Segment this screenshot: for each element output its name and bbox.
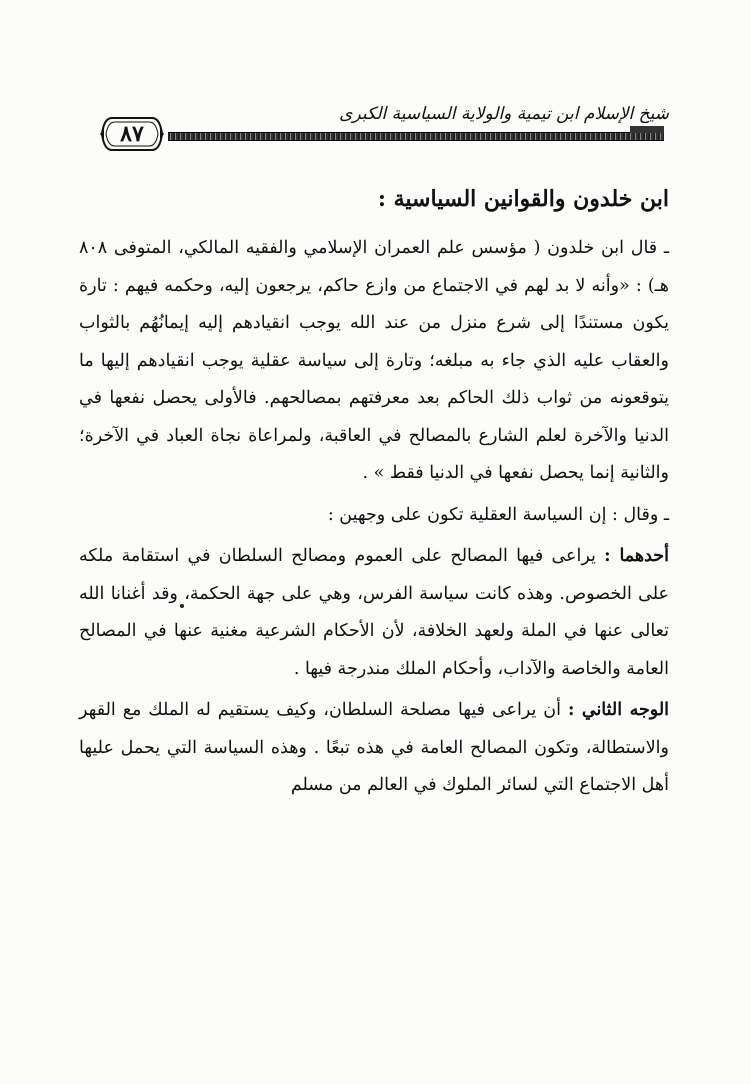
paragraph-ibn-khaldun-quote	[79, 230, 669, 493]
paragraph-lead: الوجه الثاني :	[567, 700, 670, 720]
scan-speck	[180, 604, 184, 608]
paragraph-first-aspect	[79, 538, 669, 688]
page-number-badge	[98, 112, 166, 156]
paragraph-second-aspect	[79, 692, 669, 805]
header-rule	[168, 132, 664, 141]
paragraph-lead: أحدهما :	[604, 546, 669, 566]
paragraph-text: أن يراعى فيها مصلحة السلطان، وكيف يستقيم له الملك مع القهر والاستطالة، وتكون المصالح العامة في هذه تبعًا . وهذه السياسة التي يحمل عليها أهل الاجتماع التي لسائر الملوك في العالم من مسلم	[79, 700, 669, 795]
paragraph-two-aspects	[79, 497, 669, 535]
paragraph-text: ـ وقال : إن السياسة العقلية تكون على وجهين :	[327, 504, 669, 525]
header-rule-ornament	[630, 126, 664, 133]
running-title: شيخ الإسلام ابن تيمية والولاية السياسية الكبرى	[339, 104, 669, 124]
paragraph-text: يراعى فيها المصالح على العموم ومصالح السلطان في استقامة ملكه على الخصوص. وهذه كانت سياسة الفرس، وهي على جهة الحكمة، وقد أغنانا الله تعالى عنها في الملة ولعهد الخلافة، لأن الأحكام الشرعية مغنية عنها في المصالح العامة والخاصة والآداب، وأحكام الملك مندرجة فيها .	[79, 546, 669, 679]
section-title: ابن خلدون والقوانين السياسية :	[377, 186, 669, 212]
page-body	[79, 186, 669, 805]
page-number: ٨٧	[120, 121, 144, 147]
paragraph-text: ـ قال ابن خلدون ( مؤسس علم العمران الإسلامي والفقيه المالكي، المتوفى ٨٠٨ هـ) : «وأنه لا بد لهم في الاجتماع من وازع حاكم، يرجعون إليه، وحكمه فيهم : تارة يكون مستندًا إلى شرع منزل من عند الله يوجب انقيادهم إليه إيمانُهُم بالثواب والعقاب عليه الذي جاء به مبلغه؛ وتارة إلى سياسة عقلية يوجب انقيادهم إليها ما يتوقعونه من ثواب ذلك الحاكم بعد معرفتهم بمصالحهم. فالأولى يحصل نفعها في الدنيا والآخرة لعلم الشارع بالمصالح في العاقبة، ولمراعاة نجاة العباد في الآخرة؛ والثانية إنما يحصل نفعها في الدنيا فقط » .	[79, 238, 669, 483]
